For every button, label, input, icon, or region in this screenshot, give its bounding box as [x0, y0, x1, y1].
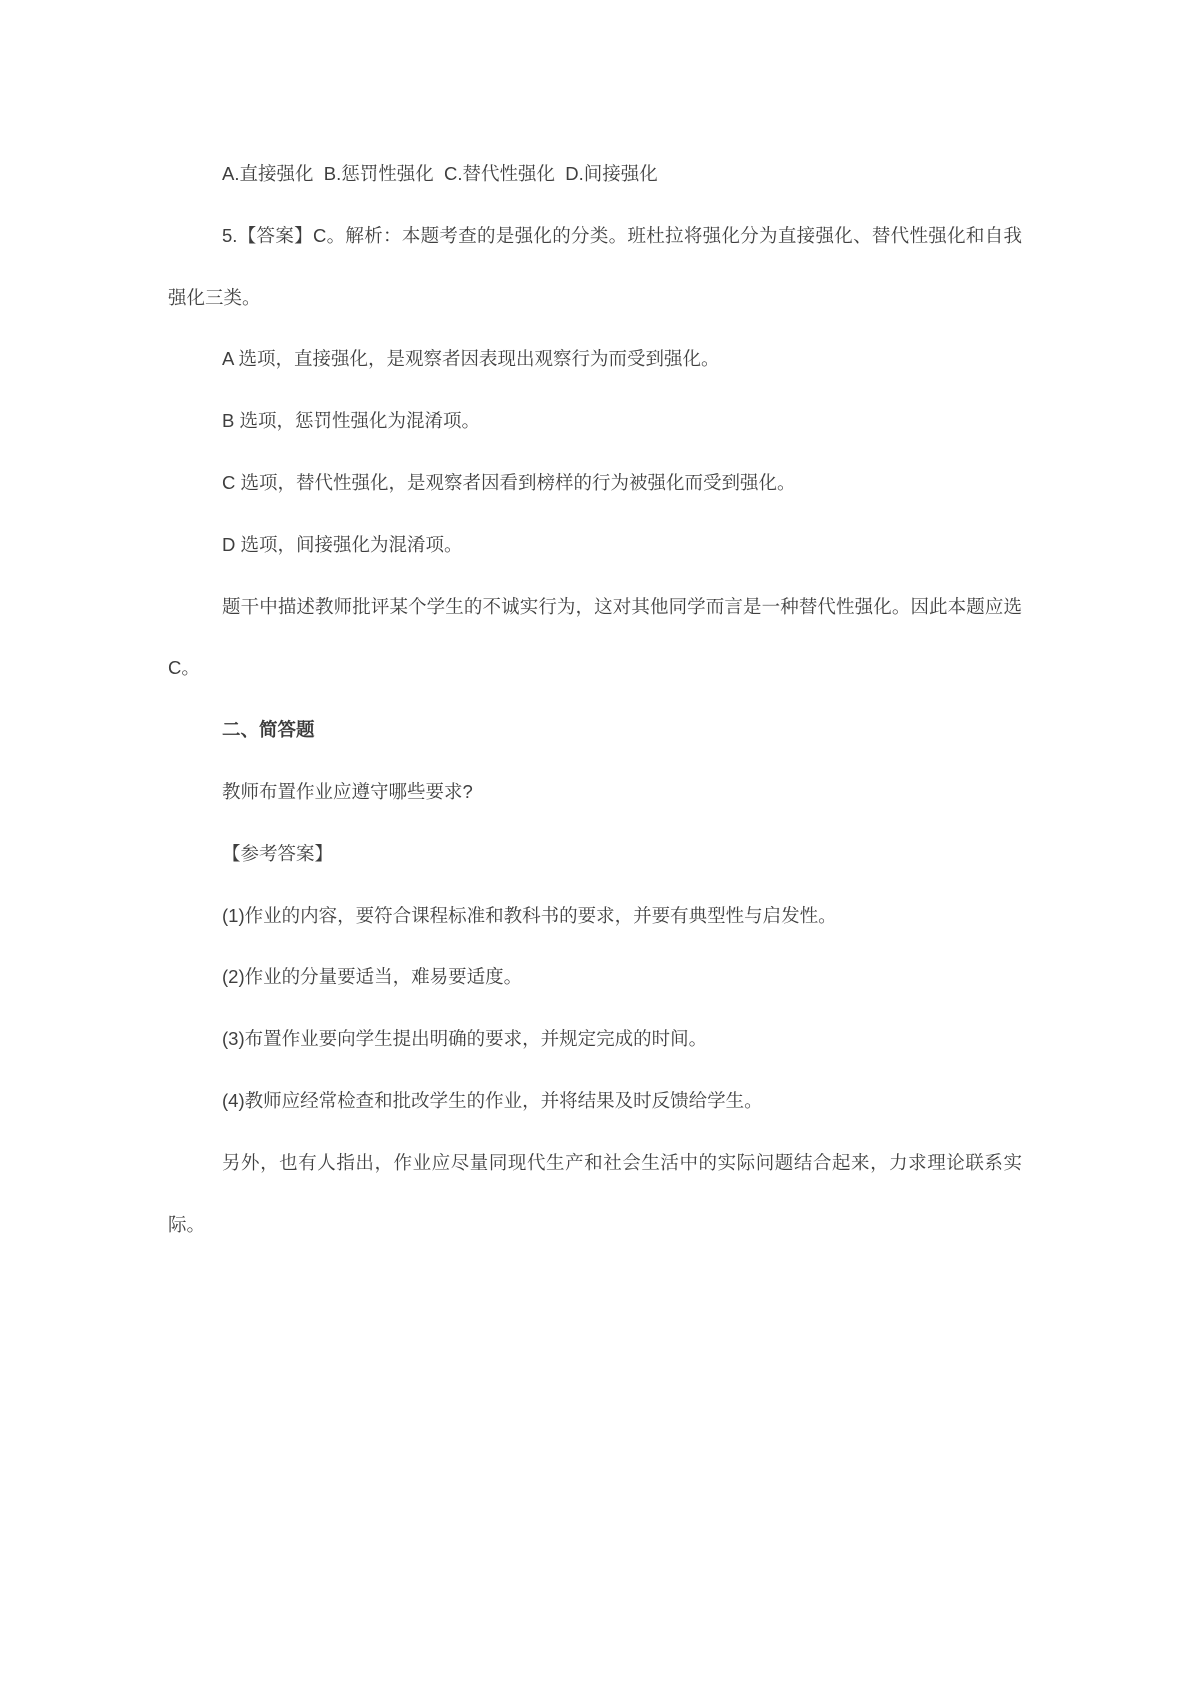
paragraph-question-5-options: A.直接强化 B.惩罚性强化 C.替代性强化 D.间接强化	[222, 163, 658, 184]
paragraph-answer-point-4: (4)教师应经常检查和批改学生的作业，并将结果及时反馈给学生。	[222, 1089, 763, 1111]
paragraph-answer-5: 5.【答案】C。解析：本题考查的是强化的分类。班杜拉将强化分为直接强化、替代性强化和自我强化三类。	[168, 224, 1022, 308]
paragraph-answer-point-1: (1)作业的内容，要符合课程标准和教科书的要求，并要有典型性与启发性。	[222, 904, 837, 926]
paragraph-reference-answer-label: 【参考答案】	[222, 842, 334, 864]
paragraph-analysis-option-b: B 选项，惩罚性强化为混淆项。	[222, 410, 480, 432]
paragraph-analysis-conclusion: 题干中描述教师批评某个学生的不诚实行为，这对其他同学而言是一种替代性强化。因此本题应选 C。	[168, 595, 1028, 679]
paragraph-analysis-option-a: A 选项，直接强化，是观察者因表现出观察行为而受到强化。	[222, 348, 720, 370]
paragraph-analysis-option-d: D 选项，间接强化为混淆项。	[222, 533, 463, 555]
paragraph-answer-point-3: (3)布置作业要向学生提出明确的要求，并规定完成的时间。	[222, 1028, 708, 1050]
section-heading-short-answer: 二、简答题	[222, 719, 315, 741]
paragraph-short-answer-question: 教师布置作业应遵守哪些要求?	[222, 780, 473, 802]
paragraph-answer-additional-note: 另外，也有人指出，作业应尽量同现代生产和社会生活中的实际问题结合起来，力求理论联系实际。	[168, 1151, 1022, 1235]
paragraph-answer-point-2: (2)作业的分量要适当，难易要适度。	[222, 966, 523, 988]
paragraph-analysis-option-c: C 选项，替代性强化，是观察者因看到榜样的行为被强化而受到强化。	[222, 471, 796, 493]
